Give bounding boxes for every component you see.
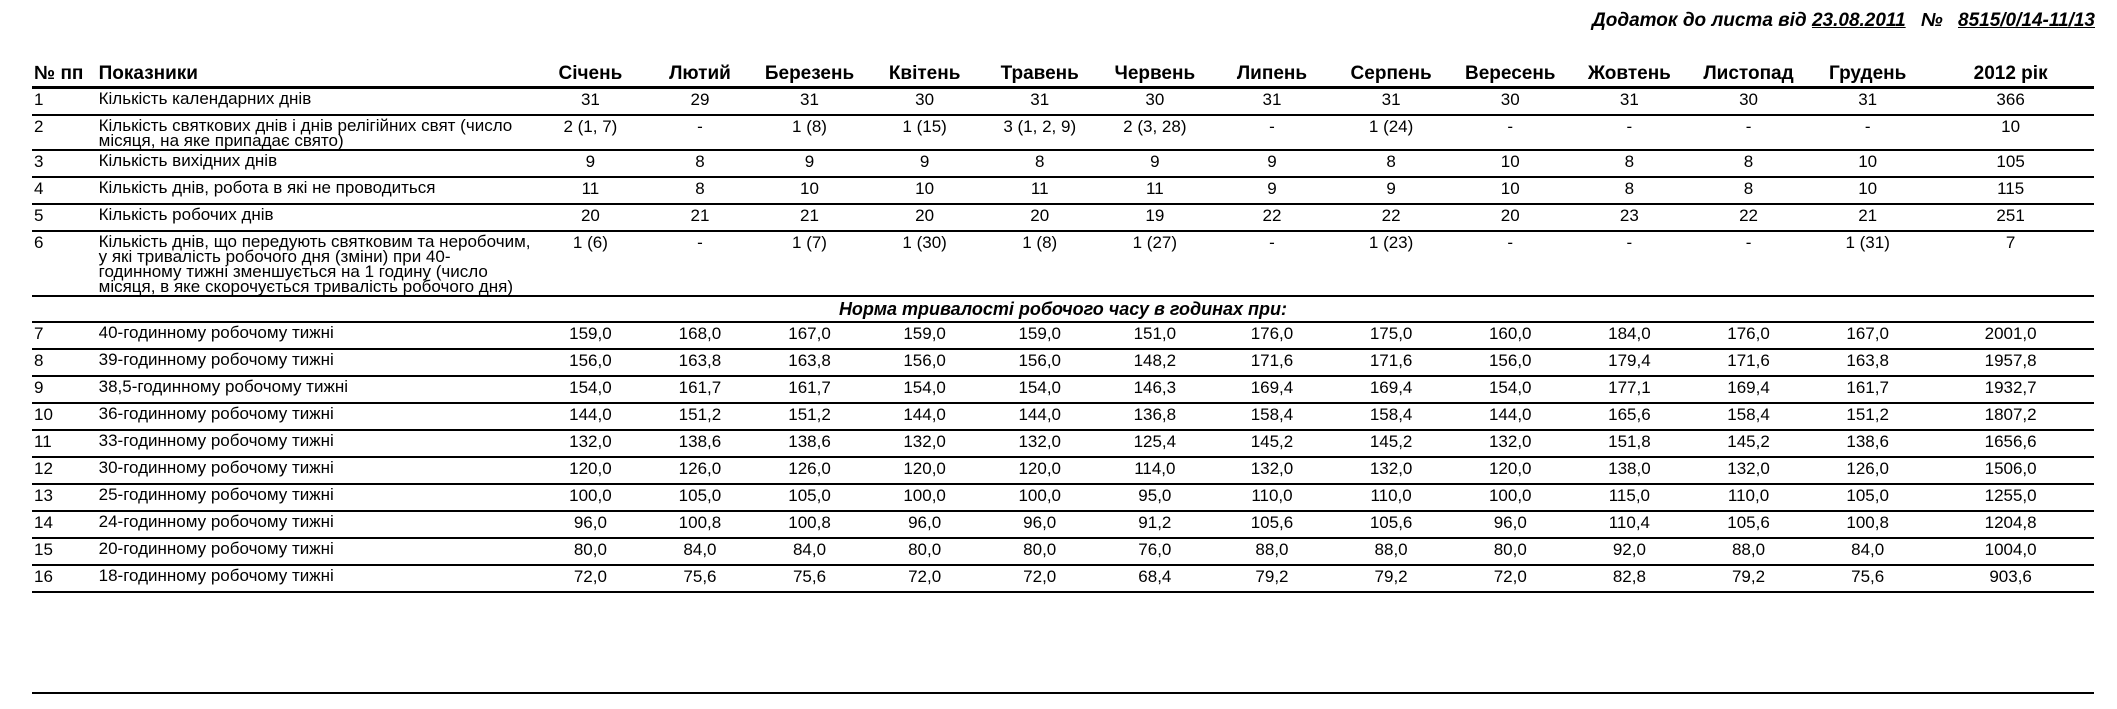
cell-value: 100,0 [533, 484, 648, 511]
cell-value: 82,8 [1570, 565, 1689, 592]
cell-value: 11 [1097, 177, 1212, 204]
cell-value: 177,1 [1570, 376, 1689, 403]
cell-value: 10 [1927, 115, 2094, 150]
cell-value: 145,2 [1689, 430, 1808, 457]
cell-value: 1807,2 [1927, 403, 2094, 430]
row-number: 2 [32, 115, 97, 150]
cell-value: 169,4 [1212, 376, 1331, 403]
cell-value: 171,6 [1212, 349, 1331, 376]
cell-value: 72,0 [867, 565, 982, 592]
cell-value: 10 [1451, 177, 1570, 204]
row-label: 40-годинному робочому тижні [97, 322, 533, 349]
cell-value: 114,0 [1097, 457, 1212, 484]
cell-value: 100,0 [982, 484, 1097, 511]
cell-value: 95,0 [1097, 484, 1212, 511]
cell-value: 151,2 [648, 403, 752, 430]
cell-value: 1004,0 [1927, 538, 2094, 565]
row-number: 8 [32, 349, 97, 376]
column-header: Серпень [1332, 60, 1451, 88]
cell-value: 75,6 [752, 565, 867, 592]
cell-value: - [648, 231, 752, 296]
cell-value: 9 [533, 150, 648, 177]
column-header: Червень [1097, 60, 1212, 88]
column-header: Квітень [867, 60, 982, 88]
row-number: 3 [32, 150, 97, 177]
cell-value: 88,0 [1332, 538, 1451, 565]
cell-value: 148,2 [1097, 349, 1212, 376]
cell-value: 10 [1808, 177, 1927, 204]
cell-value: 9 [1332, 177, 1451, 204]
cell-value: 23 [1570, 204, 1689, 231]
cell-value: 161,7 [648, 376, 752, 403]
cell-value: 88,0 [1212, 538, 1331, 565]
cell-value: 125,4 [1097, 430, 1212, 457]
cell-value: 11 [982, 177, 1097, 204]
table-row [32, 538, 2094, 565]
cell-value: 3 (1, 2, 9) [982, 115, 1097, 150]
row-number: 11 [32, 430, 97, 457]
table-row [32, 565, 2094, 592]
row-label: 24-годинному робочому тижні [97, 511, 533, 538]
cell-value: 1 (7) [752, 231, 867, 296]
cell-value: 165,6 [1570, 403, 1689, 430]
cell-value: 105,0 [1808, 484, 1927, 511]
cell-value: - [1689, 231, 1808, 296]
cell-value: 138,6 [1808, 430, 1927, 457]
cell-value: 68,4 [1097, 565, 1212, 592]
cell-value: 84,0 [1808, 538, 1927, 565]
cell-value: 8 [1689, 177, 1808, 204]
cell-value: 11 [533, 177, 648, 204]
column-header: Показники [97, 60, 533, 88]
cell-value: 30 [867, 88, 982, 116]
cell-value: 169,4 [1689, 376, 1808, 403]
cell-value: - [1570, 231, 1689, 296]
cell-value: 184,0 [1570, 322, 1689, 349]
cell-value: 158,4 [1689, 403, 1808, 430]
cell-value: 75,6 [648, 565, 752, 592]
cell-value: 20 [533, 204, 648, 231]
cell-value: 158,4 [1332, 403, 1451, 430]
table-header-row [32, 60, 2094, 88]
cell-value: - [1212, 231, 1331, 296]
cell-value: 120,0 [867, 457, 982, 484]
cell-value: 1 (23) [1332, 231, 1451, 296]
row-number: 7 [32, 322, 97, 349]
cell-value: 126,0 [648, 457, 752, 484]
row-label: 25-годинному робочому тижні [97, 484, 533, 511]
cell-value: 1 (8) [982, 231, 1097, 296]
row-number: 6 [32, 231, 97, 296]
cell-value: 30 [1097, 88, 1212, 116]
cell-value: 10 [1808, 150, 1927, 177]
cell-value: 145,2 [1332, 430, 1451, 457]
table-row [32, 115, 2094, 150]
cell-value: 158,4 [1212, 403, 1331, 430]
cell-value: 110,0 [1332, 484, 1451, 511]
cell-value: 8 [1570, 150, 1689, 177]
cell-value: 31 [982, 88, 1097, 116]
cell-value: 145,2 [1212, 430, 1331, 457]
cell-value: 159,0 [982, 322, 1097, 349]
cell-value: 110,4 [1570, 511, 1689, 538]
row-number: 4 [32, 177, 97, 204]
cell-value: 138,0 [1570, 457, 1689, 484]
table-row [32, 430, 2094, 457]
cell-value: 91,2 [1097, 511, 1212, 538]
document-caption [1592, 10, 2095, 32]
row-label: 36-годинному робочому тижні [97, 403, 533, 430]
section-title: Норма тривалості робочого часу в годинах при: [32, 296, 2094, 322]
cell-value: 126,0 [1808, 457, 1927, 484]
cell-value: 171,6 [1689, 349, 1808, 376]
cell-value: 2001,0 [1927, 322, 2094, 349]
row-label: 18-годинному робочому тижні [97, 565, 533, 592]
cell-value: - [1808, 115, 1927, 150]
column-header: Вересень [1451, 60, 1570, 88]
cell-value: 251 [1927, 204, 2094, 231]
row-label: 33-годинному робочому тижні [97, 430, 533, 457]
cell-value: 156,0 [533, 349, 648, 376]
cell-value: 100,0 [867, 484, 982, 511]
cell-value: 120,0 [982, 457, 1097, 484]
cell-value: - [648, 115, 752, 150]
cell-value: 1 (15) [867, 115, 982, 150]
cell-value: 146,3 [1097, 376, 1212, 403]
cell-value: 151,8 [1570, 430, 1689, 457]
cell-value: 100,8 [1808, 511, 1927, 538]
cell-value: - [1570, 115, 1689, 150]
cell-value: 8 [648, 177, 752, 204]
cell-value: 115,0 [1570, 484, 1689, 511]
cell-value: 10 [752, 177, 867, 204]
cell-value: 31 [1212, 88, 1331, 116]
cell-value: 168,0 [648, 322, 752, 349]
cell-value: 2 (1, 7) [533, 115, 648, 150]
table-row [32, 511, 2094, 538]
row-label: Кількість днів, робота в які не проводиться [97, 177, 533, 204]
cell-value: 30 [1451, 88, 1570, 116]
cell-value: - [1689, 115, 1808, 150]
cell-value: 9 [752, 150, 867, 177]
cell-value: 79,2 [1332, 565, 1451, 592]
table-row [32, 403, 2094, 430]
row-number: 1 [32, 88, 97, 116]
cell-value: 110,0 [1212, 484, 1331, 511]
cell-value: 30 [1689, 88, 1808, 116]
cell-value: 1506,0 [1927, 457, 2094, 484]
cell-value: 154,0 [982, 376, 1097, 403]
working-time-table [32, 60, 2094, 593]
cell-value: 154,0 [533, 376, 648, 403]
cell-value: 169,4 [1332, 376, 1451, 403]
cell-value: 8 [648, 150, 752, 177]
cell-value: 151,2 [752, 403, 867, 430]
column-header: Жовтень [1570, 60, 1689, 88]
cell-value: 156,0 [867, 349, 982, 376]
caption-number-sign: № [1920, 10, 1943, 31]
cell-value: 151,0 [1097, 322, 1212, 349]
table-row [32, 322, 2094, 349]
row-number: 5 [32, 204, 97, 231]
column-header: Січень [533, 60, 648, 88]
cell-value: 120,0 [533, 457, 648, 484]
cell-value: 79,2 [1689, 565, 1808, 592]
column-header: № пп [32, 60, 97, 88]
row-number: 13 [32, 484, 97, 511]
cell-value: 20 [982, 204, 1097, 231]
column-header: Травень [982, 60, 1097, 88]
column-header: Березень [752, 60, 867, 88]
cell-value: 138,6 [648, 430, 752, 457]
cell-value: 136,8 [1097, 403, 1212, 430]
cell-value: 161,7 [1808, 376, 1927, 403]
cell-value: 144,0 [982, 403, 1097, 430]
cell-value: 22 [1212, 204, 1331, 231]
cell-value: 1 (27) [1097, 231, 1212, 296]
cell-value: 31 [533, 88, 648, 116]
cell-value: 9 [867, 150, 982, 177]
caption-date: 23.08.2011 [1811, 10, 1906, 31]
cell-value: 156,0 [982, 349, 1097, 376]
cell-value: 80,0 [533, 538, 648, 565]
cell-value: 8 [1689, 150, 1808, 177]
cell-value: 161,7 [752, 376, 867, 403]
column-header: Липень [1212, 60, 1331, 88]
cell-value: 1 (31) [1808, 231, 1927, 296]
cell-value: 151,2 [1808, 403, 1927, 430]
table-row [32, 457, 2094, 484]
cell-value: 72,0 [982, 565, 1097, 592]
row-number: 10 [32, 403, 97, 430]
cell-value: 132,0 [1332, 457, 1451, 484]
table-row [32, 204, 2094, 231]
cell-value: 92,0 [1570, 538, 1689, 565]
cell-value: 100,0 [1451, 484, 1570, 511]
cell-value: 105,0 [648, 484, 752, 511]
cell-value: 80,0 [1451, 538, 1570, 565]
cell-value: 19 [1097, 204, 1212, 231]
cell-value: 8 [982, 150, 1097, 177]
cell-value: 1957,8 [1927, 349, 2094, 376]
cell-value: 1 (30) [867, 231, 982, 296]
column-header: Листопад [1689, 60, 1808, 88]
cell-value: - [1212, 115, 1331, 150]
cell-value: 2 (3, 28) [1097, 115, 1212, 150]
cell-value: 96,0 [982, 511, 1097, 538]
column-header: Грудень [1808, 60, 1927, 88]
cell-value: 175,0 [1332, 322, 1451, 349]
table-row [32, 177, 2094, 204]
column-header: 2012 рік [1927, 60, 2094, 88]
cell-value: 1932,7 [1927, 376, 2094, 403]
row-number: 16 [32, 565, 97, 592]
cell-value: 110,0 [1689, 484, 1808, 511]
cell-value: 179,4 [1570, 349, 1689, 376]
row-label: Кількість робочих днів [97, 204, 533, 231]
cell-value: 132,0 [1689, 457, 1808, 484]
cell-value: 96,0 [1451, 511, 1570, 538]
cell-value: 105,6 [1212, 511, 1331, 538]
cell-value: 31 [1570, 88, 1689, 116]
cell-value: 105,6 [1689, 511, 1808, 538]
cell-value: 167,0 [752, 322, 867, 349]
cell-value: 79,2 [1212, 565, 1331, 592]
cell-value: 9 [1212, 177, 1331, 204]
cell-value: 366 [1927, 88, 2094, 116]
cell-value: - [1451, 231, 1570, 296]
cell-value: 132,0 [982, 430, 1097, 457]
row-label: 39-годинному робочому тижні [97, 349, 533, 376]
row-label: 20-годинному робочому тижні [97, 538, 533, 565]
cell-value: 8 [1332, 150, 1451, 177]
cell-value: 20 [1451, 204, 1570, 231]
cell-value: 144,0 [867, 403, 982, 430]
cell-value: 1255,0 [1927, 484, 2094, 511]
table-row [32, 484, 2094, 511]
row-label: Кількість вихідних днів [97, 150, 533, 177]
cell-value: 22 [1332, 204, 1451, 231]
cell-value: 1204,8 [1927, 511, 2094, 538]
cell-value: 75,6 [1808, 565, 1927, 592]
cell-value: 1656,6 [1927, 430, 2094, 457]
cell-value: 100,8 [648, 511, 752, 538]
cell-value: 9 [1097, 150, 1212, 177]
cell-value: 20 [867, 204, 982, 231]
table-row [32, 150, 2094, 177]
row-label: Кількість календарних днів [97, 88, 533, 116]
cell-value: 21 [648, 204, 752, 231]
cell-value: 120,0 [1451, 457, 1570, 484]
column-header: Лютий [648, 60, 752, 88]
cell-value: 132,0 [867, 430, 982, 457]
row-number: 15 [32, 538, 97, 565]
cell-value: 163,8 [648, 349, 752, 376]
row-number: 14 [32, 511, 97, 538]
cell-value: 84,0 [648, 538, 752, 565]
cell-value: 105 [1927, 150, 2094, 177]
cell-value: 10 [1451, 150, 1570, 177]
cell-value: 21 [752, 204, 867, 231]
cell-value: 31 [1332, 88, 1451, 116]
cell-value: 132,0 [1451, 430, 1570, 457]
caption-letter-number: 8515/0/14-11/13 [1958, 10, 2095, 31]
cell-value: 176,0 [1689, 322, 1808, 349]
table-row [32, 376, 2094, 403]
cell-value: 29 [648, 88, 752, 116]
cell-value: 105,0 [752, 484, 867, 511]
cell-value: 1 (24) [1332, 115, 1451, 150]
cell-value: 96,0 [533, 511, 648, 538]
cell-value: 160,0 [1451, 322, 1570, 349]
cell-value: - [1451, 115, 1570, 150]
row-number: 9 [32, 376, 97, 403]
cell-value: 138,6 [752, 430, 867, 457]
cell-value: 7 [1927, 231, 2094, 296]
cell-value: 8 [1570, 177, 1689, 204]
bottom-rule [32, 692, 2094, 694]
row-label: 38,5-годинному робочому тижні [97, 376, 533, 403]
row-label: 30-годинному робочому тижні [97, 457, 533, 484]
cell-value: 105,6 [1332, 511, 1451, 538]
cell-value: 80,0 [867, 538, 982, 565]
table-row [32, 231, 2094, 296]
cell-value: 100,8 [752, 511, 867, 538]
section-row [32, 296, 2094, 322]
cell-value: 76,0 [1097, 538, 1212, 565]
cell-value: 167,0 [1808, 322, 1927, 349]
cell-value: 10 [867, 177, 982, 204]
cell-value: 84,0 [752, 538, 867, 565]
cell-value: 72,0 [533, 565, 648, 592]
cell-value: 163,8 [752, 349, 867, 376]
cell-value: 115 [1927, 177, 2094, 204]
cell-value: 132,0 [533, 430, 648, 457]
row-label: Кількість святкових днів і днів релігійних свят (число місяця, на яке припадає свято) [97, 115, 533, 150]
cell-value: 31 [1808, 88, 1927, 116]
cell-value: 126,0 [752, 457, 867, 484]
cell-value: 156,0 [1451, 349, 1570, 376]
cell-value: 80,0 [982, 538, 1097, 565]
table-row [32, 349, 2094, 376]
cell-value: 163,8 [1808, 349, 1927, 376]
cell-value: 903,6 [1927, 565, 2094, 592]
cell-value: 154,0 [867, 376, 982, 403]
cell-value: 144,0 [1451, 403, 1570, 430]
row-label: Кількість днів, що передують святковим та неробочим, у які тривалість робочого дня (зміни) при 40-годинному тижні зменшується на 1 годину (число місяця, в яке скорочується тривалість робочого дня) [97, 231, 533, 296]
cell-value: 159,0 [867, 322, 982, 349]
cell-value: 96,0 [867, 511, 982, 538]
cell-value: 72,0 [1451, 565, 1570, 592]
cell-value: 159,0 [533, 322, 648, 349]
cell-value: 9 [1212, 150, 1331, 177]
table-body [32, 88, 2094, 593]
cell-value: 1 (8) [752, 115, 867, 150]
cell-value: 144,0 [533, 403, 648, 430]
table-row [32, 88, 2094, 116]
caption-prefix: Додаток до листа від [1592, 10, 1807, 31]
cell-value: 171,6 [1332, 349, 1451, 376]
cell-value: 88,0 [1689, 538, 1808, 565]
row-number: 12 [32, 457, 97, 484]
cell-value: 154,0 [1451, 376, 1570, 403]
cell-value: 176,0 [1212, 322, 1331, 349]
cell-value: 1 (6) [533, 231, 648, 296]
cell-value: 21 [1808, 204, 1927, 231]
cell-value: 22 [1689, 204, 1808, 231]
cell-value: 132,0 [1212, 457, 1331, 484]
cell-value: 31 [752, 88, 867, 116]
